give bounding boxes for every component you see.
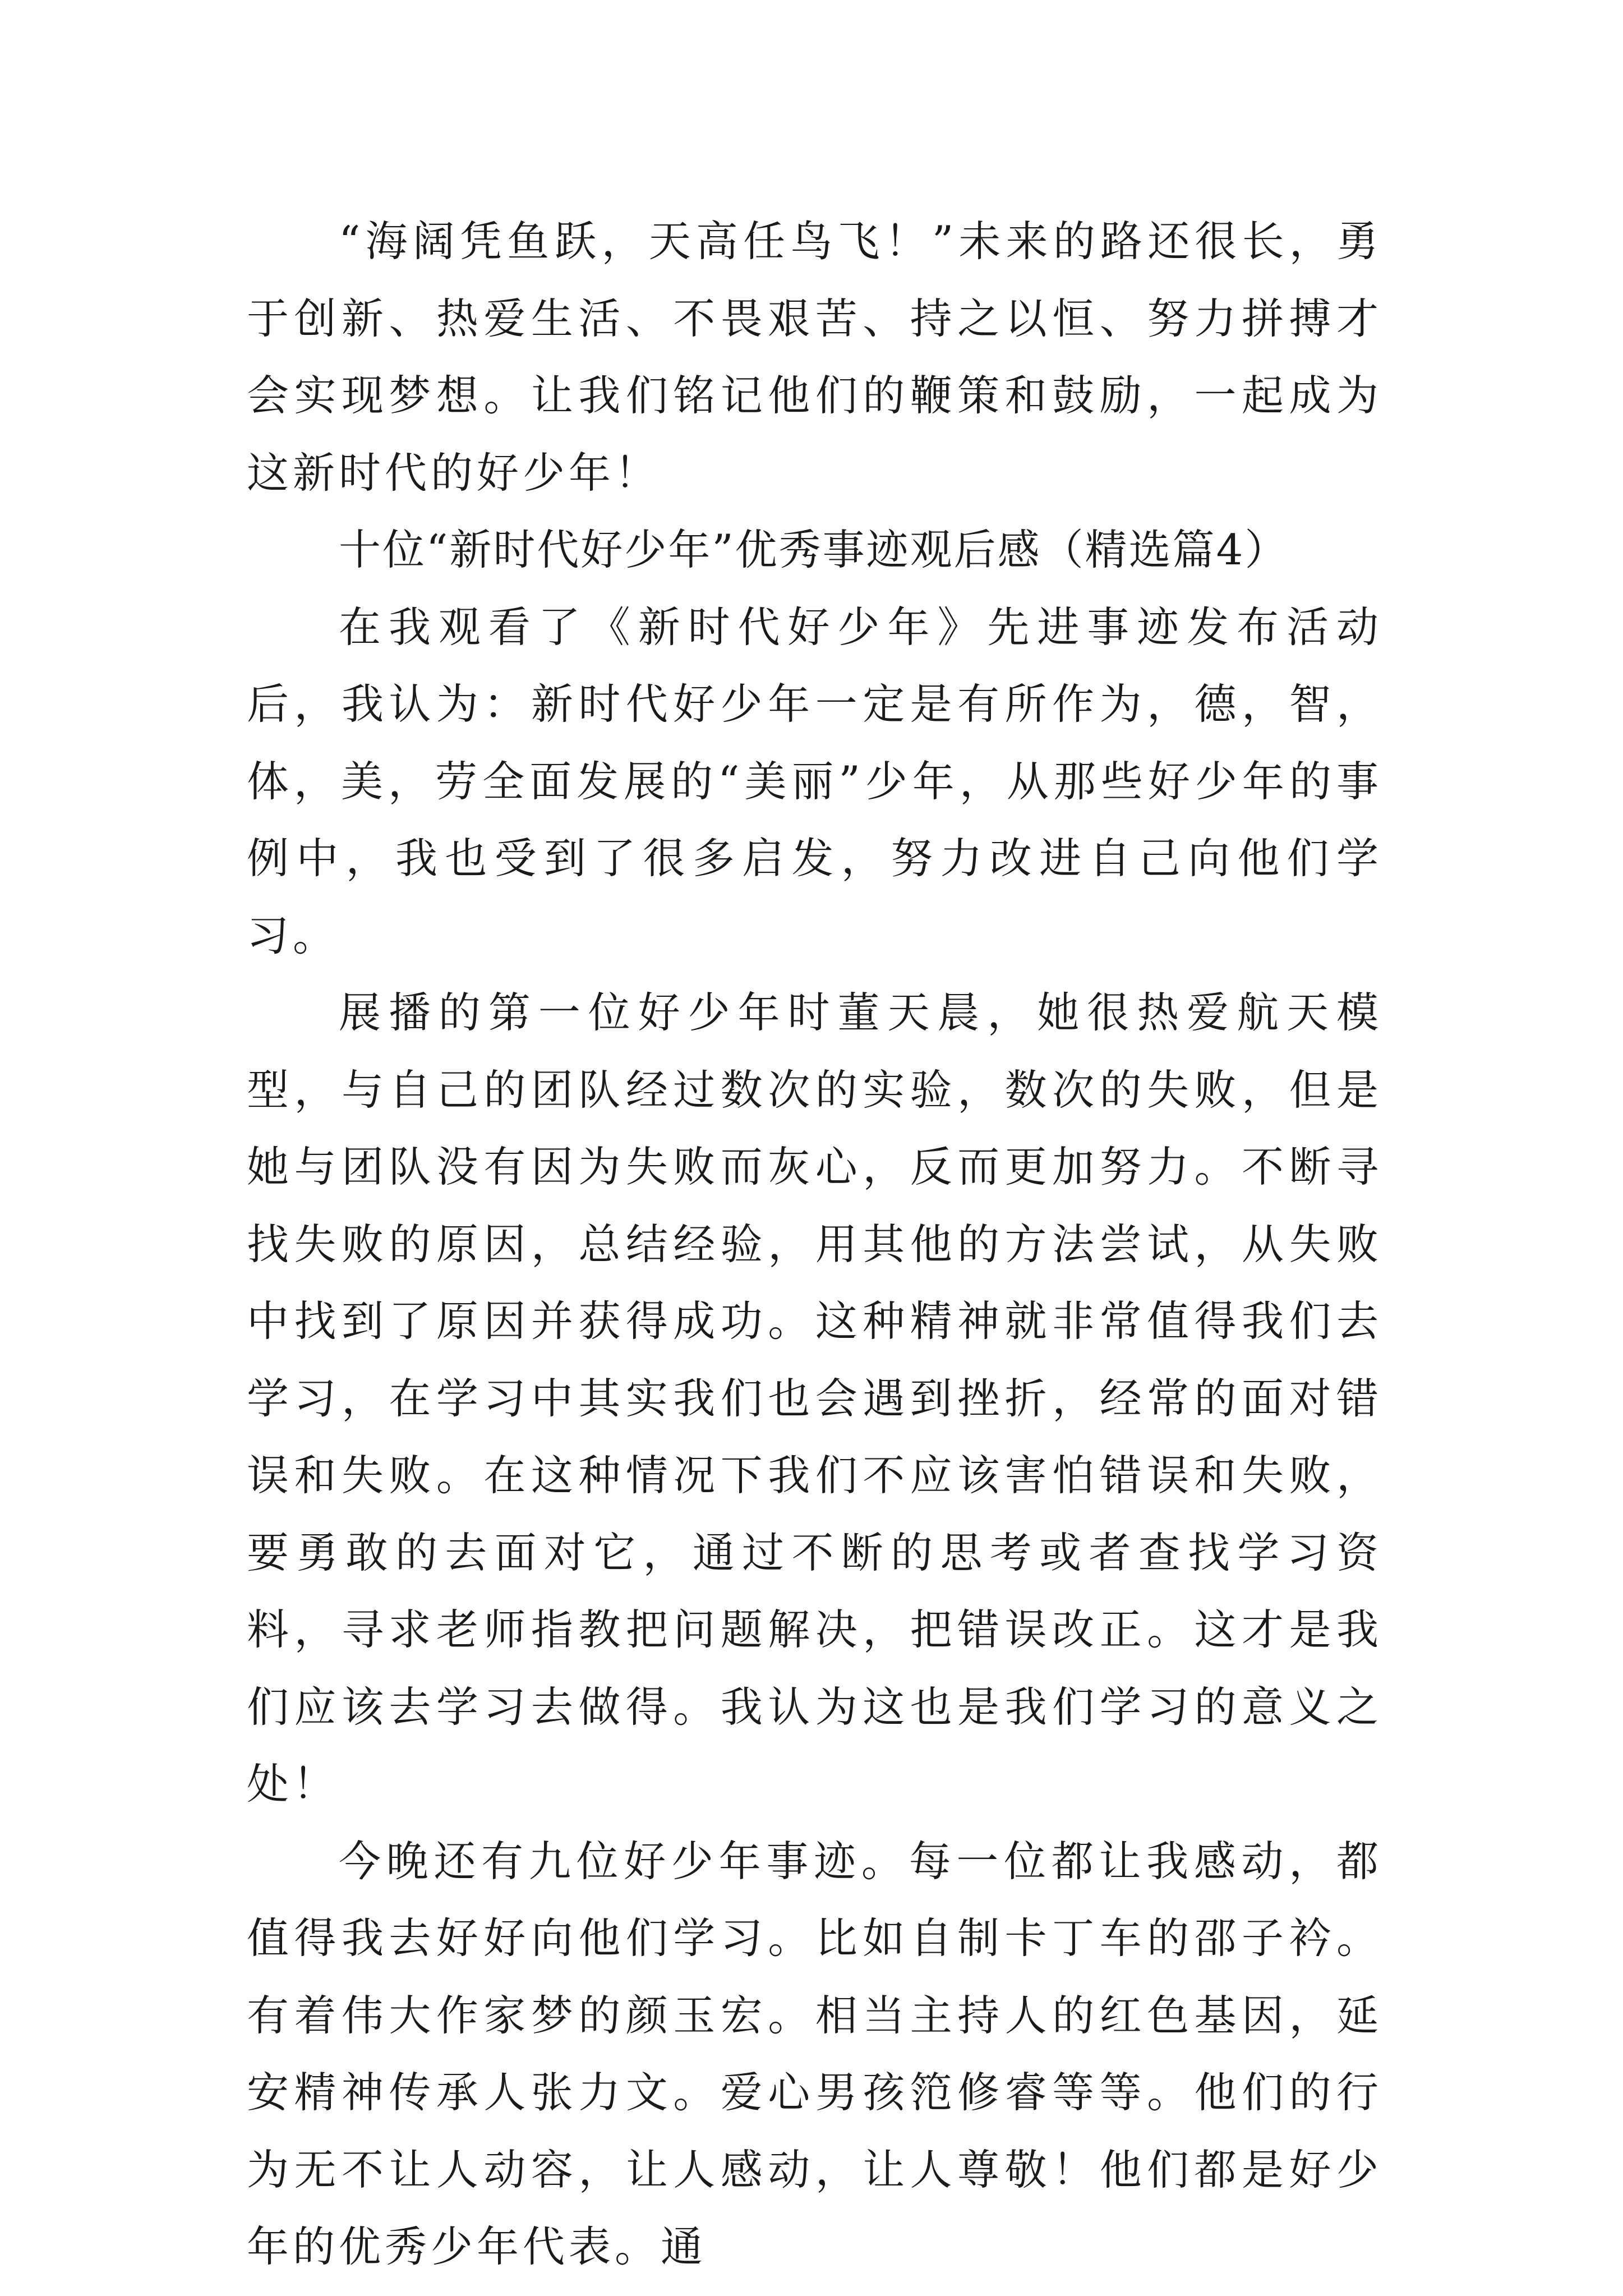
paragraph-first-youth: 展播的第一位好少年时董天晨，她很热爱航天模型，与自己的团队经过数次的实验，数次的失败，但是她与团队没有因为失败而灰心，反而更加努力。不断寻找失败的原因，总结经验，用其他的方法尝试，从失败中找到了原因并获得成功。这种精神就非常值得我们去学习，在学习中其实我们也会遇到挫折，经常的面对错误和失败。在这种情况下我们不应该害怕错误和失败，要勇敢的去面对它，通过不断的思考或者查找学习资料，寻求老师指教把问题解决，把错误改正。这才是我们应该去学习去做得。我认为这也是我们学习的意义之处！	[247, 988, 1382, 1809]
paragraph-nine-youths: 今晚还有九位好少年事迹。每一位都让我感动，都值得我去好好向他们学习。比如自制卡丁车的邵子衿。有着伟大作家梦的颜玉宏。相当主持人的红色基因，延安精神传承人张力文。爱心男孩笵修睿等等。他们的行为无不让人动容，让人感动，让人尊敬！他们都是好少年的优秀少年代表。通	[247, 1836, 1382, 2271]
paragraph-closing: “海阔凭鱼跃，天高任鸟飞！”未来的路还很长，勇于创新、热爱生活、不畏艰苦、持之以恒、努力拼搏才会实现梦想。让我们铭记他们的鞭策和鼓励，一起成为这新时代的好少年！	[247, 217, 1382, 498]
document-page	[247, 203, 1382, 2271]
section-heading: 十位“新时代好少年”优秀事迹观后感（精选篇4）	[339, 525, 1289, 574]
paragraph-intro: 在我观看了《新时代好少年》先进事迹发布活动后，我认为：新时代好少年一定是有所作为，德，智，体，美，劳全面发展的“美丽”少年，从那些好少年的事例中，我也受到了很多启发，努力改进自己向他们学习。	[247, 602, 1382, 960]
